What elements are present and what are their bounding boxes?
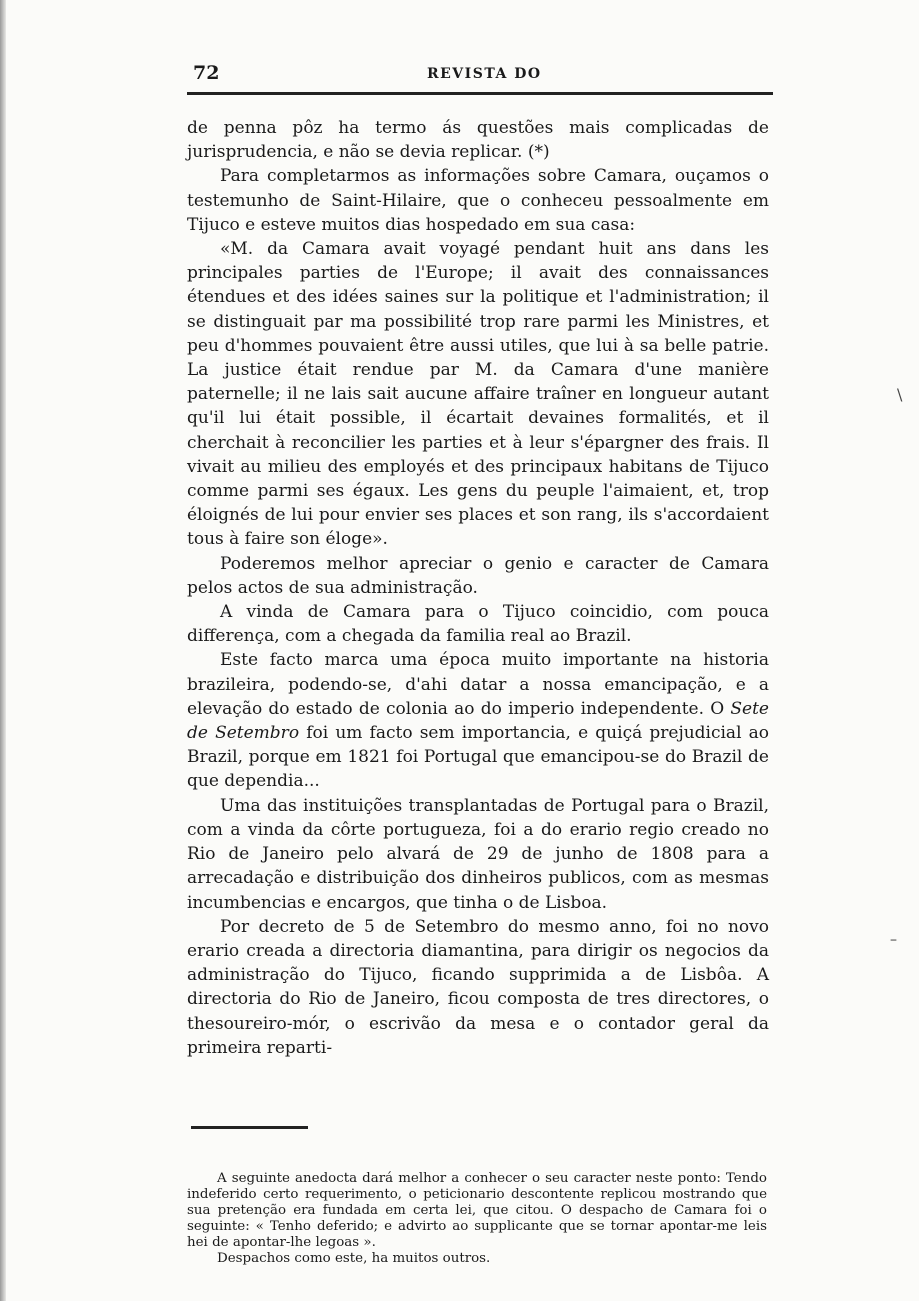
paragraph-text: Este facto marca uma época muito importante na historia brazileira, podendo-se, d'ahi datar a nossa emancipação, e a elevação do estado de colonia ao do imperio independente. bbox=[187, 650, 769, 719]
footnote bbox=[187, 1171, 767, 1268]
footnote-paragraph: Despachos como este, ha muitos outros. bbox=[217, 1251, 491, 1267]
paragraph: Uma das instituições transplantadas de Portugal para o Brazil, com a vinda da côrte portugueza, foi a do erario regio creado no Rio de Janeiro pelo alvará de 29 de junho de 1808 para a arrecadação e distribuição dos dinheiros publicos, com as mesmas incumbencias e encargos, que tinha o de Lisboa. bbox=[187, 795, 769, 913]
italic-phrase: Sete de Setembro bbox=[187, 698, 769, 744]
paragraph-text: foi um facto sem importancia, e quiçá prejudicial ao Brazil, porque em 1821 foi Portugal que emancipou-se do Brazil de que dependia... bbox=[187, 723, 770, 792]
margin-mark: \ bbox=[897, 385, 903, 404]
page-header bbox=[187, 58, 773, 90]
page-edge-shadow bbox=[0, 0, 6, 1301]
paragraph: Poderemos melhor apreciar o genio e caracter de Camara pelos actos de sua administração. bbox=[187, 553, 769, 598]
paragraph: Por decreto de 5 de Setembro do mesmo anno, foi no novo erario creada a directoria diamantina, para dirigir os negocios da administração do Tijuco, ficando supprimida a de Lisbôa. A directoria do Rio de Janeiro, ficou composta de tres directores, o thesoureiro-mór, o escrivão da mesa e o contador geral da primeira reparti- bbox=[187, 916, 769, 1058]
running-head: REVISTA DO bbox=[427, 66, 542, 82]
page-number: 72 bbox=[193, 62, 220, 84]
paragraph: Este facto marca uma época muito importante na historia brazileira, podendo-se, d'ahi datar a nossa emancipação, e a elevação do estado de colonia ao do imperio independente. O Sete de Setembro foi um facto sem importancia, e quiçá prejudicial ao Brazil, porque em 1821 foi Portugal que emancipou-se do Brazil de que dependia... bbox=[187, 650, 770, 792]
quote-paragraph: «M. da Camara avait voyagé pendant huit ans dans les principales parties de l'Europe; il avait des connaissances étendues et des idées saines sur la politique et l'administration; il se distinguait par ma possibilité trop rare parmi les Ministres, et peu d'hommes pouvaient être aussi utiles, que lui à sa belle patrie. La justice était rendue par M. da Camara d'une manière paternelle; il ne lais sait aucune affaire traîner en longueur autant qu'il lui était possible, il écartait devaines formalités, et il cherchait à reconcilier les parties et à leur s'épargner des frais. Il vivait au milieu des employés et des principaux habitans de Tijuco comme parmi ses égaux. Les gens du peuple l'aimaient, et, trop éloignés de lui pour envier ses places et son rang, ils s'accordaient tous à faire son éloge». bbox=[187, 239, 769, 550]
margin-dash: – bbox=[890, 932, 897, 948]
body-text bbox=[187, 116, 769, 1060]
paragraph: Para completarmos as informações sobre Camara, ouçamos o testemunho de Saint-Hilaire, que o conheceu pessoalmente em Tijuco e esteve muitos dias hospedado em sua casa: bbox=[187, 166, 769, 235]
paragraph: A vinda de Camara para o Tijuco coincidio, com pouca differença, com a chegada da familia real ao Brazil. bbox=[187, 602, 769, 647]
header-rule bbox=[187, 92, 773, 95]
paragraph: de penna pôz ha termo ás questões mais complicadas de jurisprudencia, e não se devia replicar. (*) bbox=[187, 118, 769, 163]
footnote-rule bbox=[191, 1126, 308, 1129]
footnote-paragraph: A seguinte anedocta dará melhor a conhecer o seu caracter neste ponto: Tendo indeferido certo requerimento, o peticionario descontente replicou mostrando que sua pretenção era fundada em certa lei, que citou. O despacho de Camara foi o seguinte: « Tenho deferido; e advirto ao supplicante que se tornar apontar-me leis hei de apontar-lhe legoas ». bbox=[187, 1171, 767, 1251]
